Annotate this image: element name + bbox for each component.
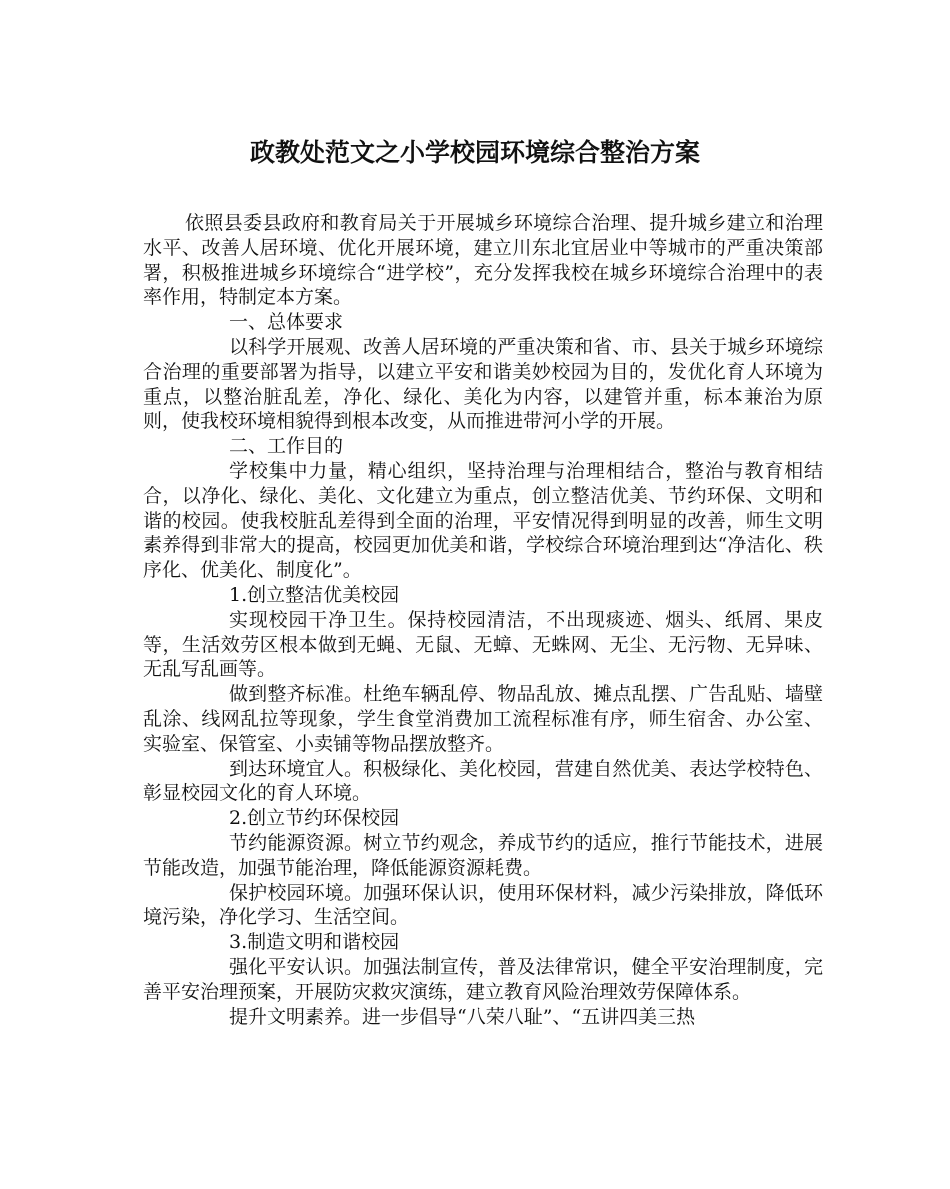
paragraph-pleasant-environment: 到达环境宜人。积极绿化、美化校园，营建自然优美、表达学校特色、彰显校园文化的育人环境。 — [143, 757, 823, 805]
paragraph-save-energy: 节约能源资源。树立节约观念，养成节约的适应，推行节能技术，进展节能改造，加强节能治理，降低能源资源耗费。 — [143, 831, 823, 879]
paragraph-intro: 依照县委县政府和教育局关于开展城乡环境综合治理、提升城乡建立和治理水平、改善人居环境、优化开展环境，建立川东北宜居业中等城市的严重决策部署，积极推进城乡环境综合“进学校”，充分发挥我校在城乡环境综合治理中的表率作用，特制定本方案。 — [143, 212, 823, 309]
document-title: 政教处范文之小学校园环境综合整治方案 — [249, 138, 700, 167]
paragraph-protect-environment: 保护校园环境。加强环保认识，使用环保材料，减少污染排放，降低环境污染，净化学习、生活空间。 — [143, 881, 823, 929]
paragraph-civility: 提升文明素养。进一步倡导“八荣八耻”、“五讲四美三热 — [229, 1005, 696, 1028]
paragraph-orderly-standards: 做到整齐标准。杜绝车辆乱停、物品乱放、摊点乱摆、广告乱贴、墙壁乱涂、线网乱拉等现象，学生食堂消费加工流程标准有序，师生宿舍、办公室、实验室、保管室、小卖铺等物品摆放整齐。 — [143, 683, 823, 755]
paragraph-safety-awareness: 强化平安认识。加强法制宣传，普及法律常识，健全平安治理制度，完善平安治理预案，开展防灾救灾演练，建立教育风险治理效劳保障体系。 — [143, 955, 823, 1003]
subheading-clean-campus: 1.创立整洁优美校园 — [229, 583, 400, 606]
section-heading-overall-requirements: 一、总体要求 — [229, 311, 344, 334]
paragraph-overall-requirements: 以科学开展观、改善人居环境的严重决策和省、市、县关于城乡环境综合治理的重要部署为指导，以建立平安和谐美妙校园为目的，发优化育人环境为重点，以整治脏乱差，净化、绿化、美化为内容，以建管并重，标本兼治为原则，使我校环境相貌得到根本改变，从而推进带河小学的开展。 — [143, 335, 823, 433]
section-heading-work-goals: 二、工作目的 — [229, 435, 344, 458]
paragraph-clean-hygiene: 实现校园干净卫生。保持校园清洁，不出现痰迹、烟头、纸屑、果皮等，生活效劳区根本做到无蝇、无鼠、无蟑、无蛛网、无尘、无污物、无异味、无乱写乱画等。 — [143, 608, 823, 681]
subheading-harmonious-campus: 3.制造文明和谐校园 — [229, 931, 400, 954]
subheading-green-campus: 2.创立节约环保校园 — [229, 807, 400, 830]
document-body — [143, 211, 823, 1029]
paragraph-work-goals: 学校集中力量，精心组织，坚持治理与治理相结合，整治与教育相结合，以净化、绿化、美化、文化建立为重点，创立整洁优美、节约环保、文明和谐的校园。使我校脏乱差得到全面的治理，平安情况得到明显的改善，师生文明素养得到非常大的提高，校园更加优美和谐，学校综合环境治理到达“净洁化、秩序化、优美化、制度化”。 — [143, 459, 823, 582]
